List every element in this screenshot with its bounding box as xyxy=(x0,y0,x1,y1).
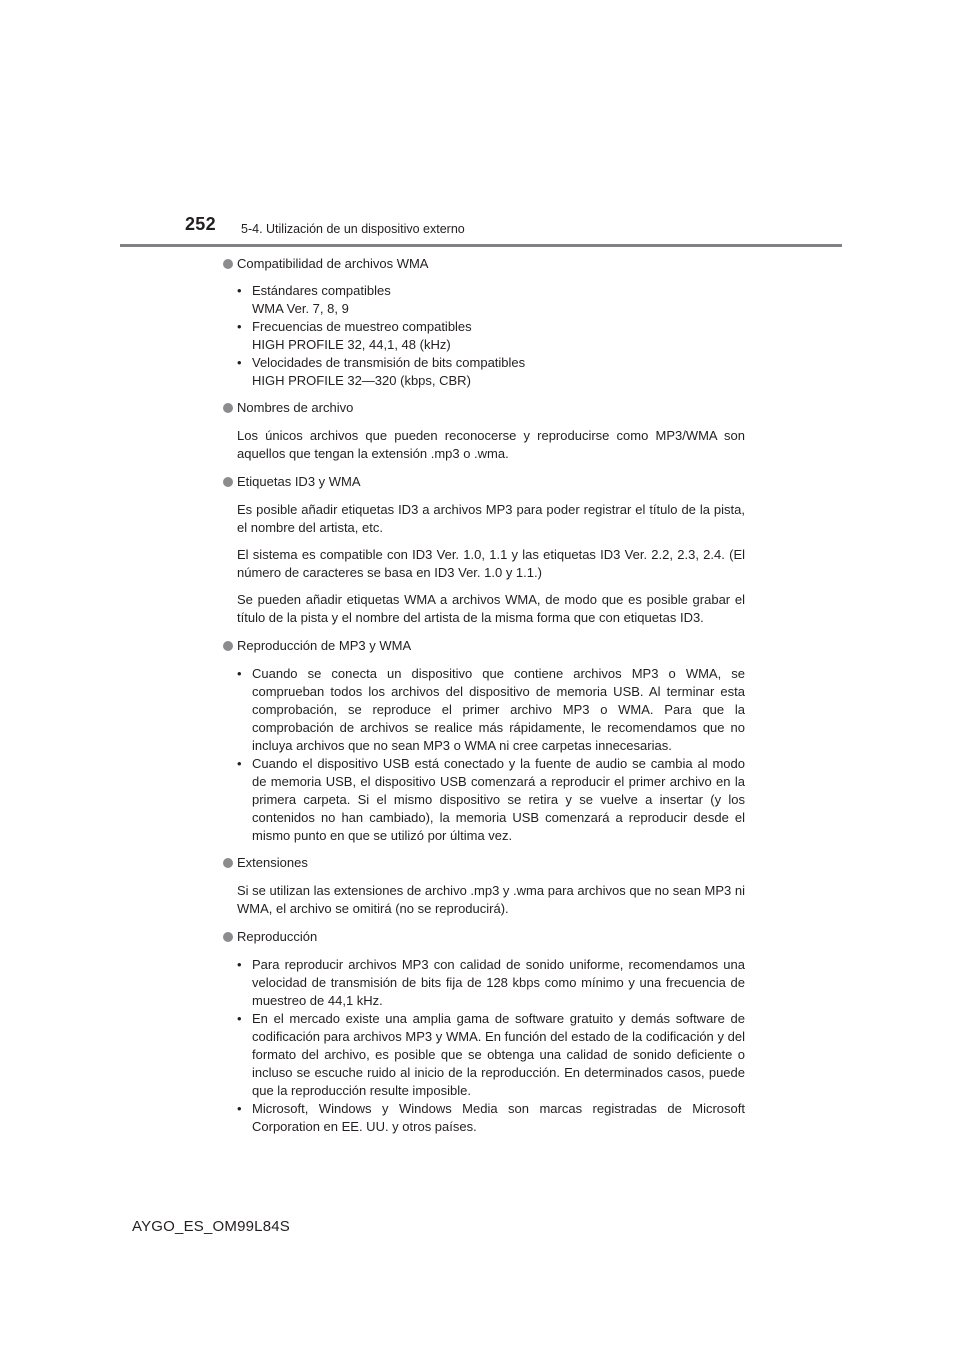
footer-code: AYGO_ES_OM99L84S xyxy=(132,1218,291,1235)
list-item: • Para reproducir archivos MP3 con calidad de sonido uniforme, recomendamos una velocidad de transmisión de bits fija de 128 kbps como mínimo y una frecuencia de muestreo de 44,1 kHz. xyxy=(237,957,745,1008)
section-title: 5-4. Utilización de un dispositivo externo xyxy=(241,222,465,236)
bullet-dot-icon xyxy=(223,403,233,413)
list-item: • Estándares compatibles WMA Ver. 7, 8, 9 xyxy=(237,283,391,316)
header-rule xyxy=(120,244,842,247)
paragraph: Los únicos archivos que pueden reconocerse y reproducirse como MP3/WMA son aquellos que tengan la extensión .mp3 o .wma. xyxy=(237,428,745,461)
paragraph: Si se utilizan las extensiones de archivo .mp3 y .wma para archivos que no sean MP3 ni WMA, el archivo se omitirá (no se reproducirá). xyxy=(237,883,745,916)
section-heading: Reproducción xyxy=(223,928,745,946)
list-item: • En el mercado existe una amplia gama de software gratuito y demás software de codificación para archivos MP3 y WMA. En función del estado de la codificación y del formato del archivo, es posible que se obtenga una calidad de sonido deficiente o incluso se escuche ruido al inicio de la reproducción. En determinados casos, puede que la reproducción resulte imposible. xyxy=(237,1011,745,1098)
list-item: • Microsoft, Windows y Windows Media son marcas registradas de Microsoft Corporation en EE. UU. y otros países. xyxy=(237,1101,745,1134)
paragraph: El sistema es compatible con ID3 Ver. 1.0, 1.1 y las etiquetas ID3 Ver. 2.2, 2.3, 2.4. (El número de caracteres se basa en ID3 Ver. 1.0 y 1.1.) xyxy=(237,547,745,580)
sub-list xyxy=(223,665,745,845)
list-item: • Cuando el dispositivo USB está conectado y la fuente de audio se cambia al modo de memoria USB, el dispositivo USB comenzará a reproducir el primer archivo en la primera carpeta. Si el mismo dispositivo se retira y se vuelve a insertar (y los contenidos no han cambiado), la memoria USB comenzará a reproducir desde el mismo punto en que se utilizó por última vez. xyxy=(237,756,745,843)
bullet-dot-icon xyxy=(223,932,233,942)
bullet-dot-icon xyxy=(223,477,233,487)
sub-list xyxy=(223,956,745,1136)
bullet-dot-icon xyxy=(223,641,233,651)
page-number: 252 xyxy=(185,214,216,234)
paragraph: Se pueden añadir etiquetas WMA a archivos WMA, de modo que es posible grabar el título de la pista y el nombre del artista de la misma forma que con etiquetas ID3. xyxy=(237,592,745,625)
section-heading: Reproducción de MP3 y WMA xyxy=(223,637,745,655)
bullet-dot-icon xyxy=(223,259,233,269)
section-heading: Compatibilidad de archivos WMA xyxy=(223,255,745,273)
section-heading: Extensiones xyxy=(223,854,745,872)
sub-list xyxy=(223,282,745,390)
section-heading: Etiquetas ID3 y WMA xyxy=(223,473,745,491)
section-heading: Nombres de archivo xyxy=(223,399,745,417)
list-item: • Velocidades de transmisión de bits compatibles HIGH PROFILE 32—320 (kbps, CBR) xyxy=(237,355,526,388)
bullet-dot-icon xyxy=(223,858,233,868)
paragraph: Es posible añadir etiquetas ID3 a archivos MP3 para poder registrar el título de la pista, el nombre del artista, etc. xyxy=(237,502,745,535)
list-item: • Frecuencias de muestreo compatibles HIGH PROFILE 32, 44,1, 48 (kHz) xyxy=(237,319,472,352)
list-item: • Cuando se conecta un dispositivo que contiene archivos MP3 o WMA, se comprueban todos los archivos del dispositivo de memoria USB. Al terminar esta comprobación, se reproduce el primer archivo MP3 o WMA. Para que la comprobación de archivos se realice más rápidamente, le recomendamos que no incluya archivos que no sean MP3 o WMA ni cree carpetas innecesarias. xyxy=(237,666,745,753)
page-content xyxy=(223,255,745,1136)
